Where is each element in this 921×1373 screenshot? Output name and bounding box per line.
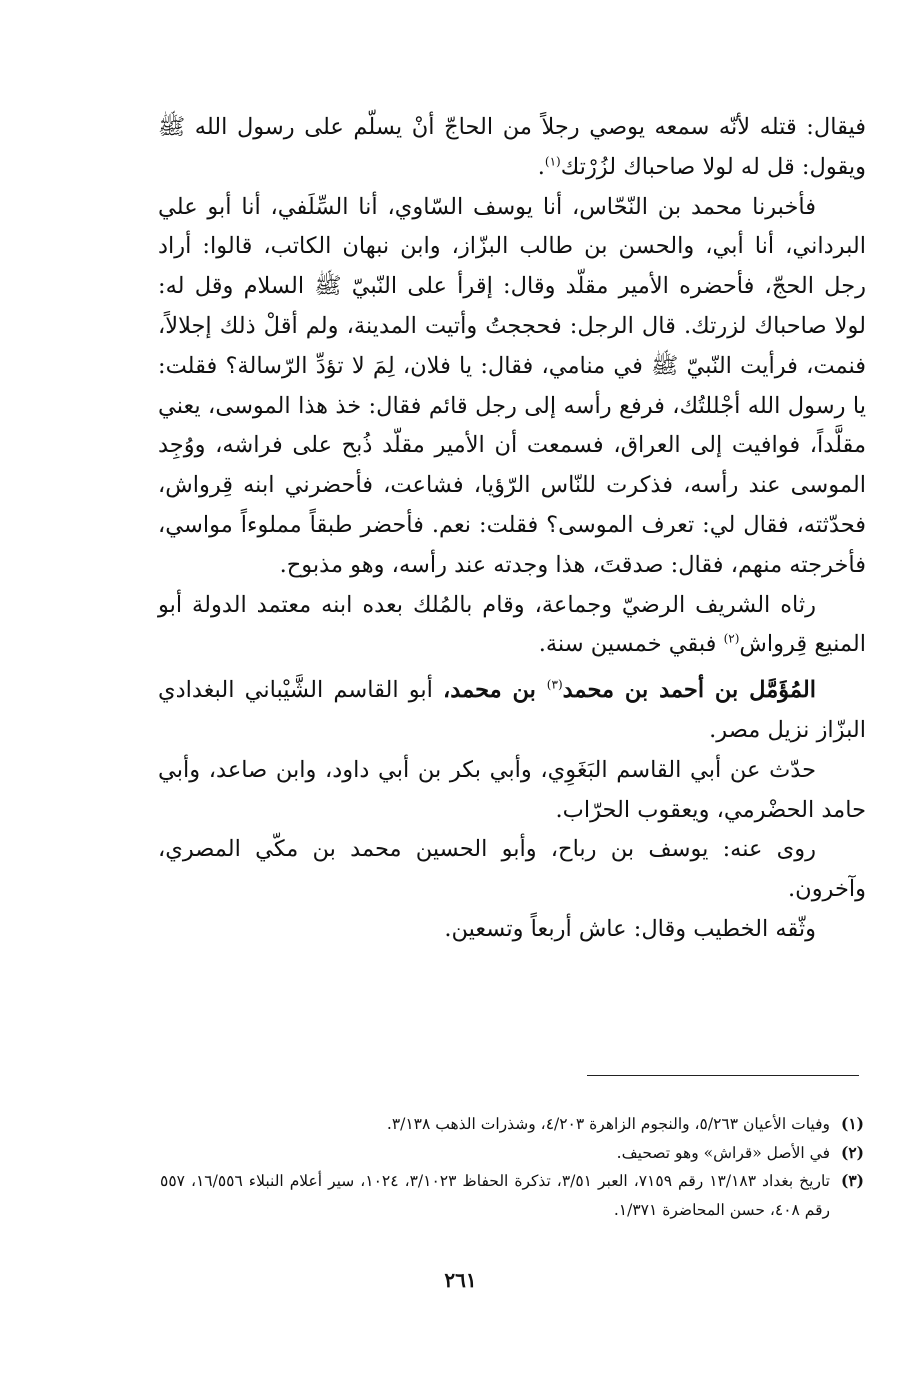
footnote-ref-1: (١) xyxy=(544,154,561,169)
main-text xyxy=(158,108,866,950)
footnote-ref-2: (٢) xyxy=(723,631,740,646)
footnote-text: وفيات الأعيان ٥/٢٦٣، والنجوم الزاهرة ٤/٢٠٣، وشذرات الذهب ٣/١٣٨. xyxy=(386,1115,830,1133)
footnote-text: في الأصل «قراش» وهو تصحيف. xyxy=(616,1143,830,1162)
entry-name: المُؤَمَّل بن أحمد بن محمد xyxy=(562,677,816,704)
paragraph-1-text: فيقال: قتله لأنّه سمعه يوصي رجلاً من الحاجّ أنْ يسلّم على رسول الله ﷺ ويقول: قل له لولا صاحباك لزُرْتك xyxy=(158,114,866,180)
paragraph-1-end: . xyxy=(537,153,545,180)
footnote-3 xyxy=(160,1167,864,1224)
page-number: ٢٦١ xyxy=(444,1268,477,1292)
footnote-number: (١) xyxy=(840,1114,864,1133)
footnote-separator xyxy=(587,1075,859,1076)
footnotes xyxy=(160,1110,864,1224)
entry-heading xyxy=(158,671,866,751)
footnote-ref-3: (٣) xyxy=(546,677,563,692)
footnote-1 xyxy=(160,1110,864,1139)
paragraph-3 xyxy=(158,586,866,666)
footnote-2 xyxy=(160,1139,864,1168)
entry-name-continued: بن محمد، xyxy=(443,677,547,704)
entry-description: أبو القاسم الشَّيْباني البغدادي البزّاز نزيل مصر. xyxy=(158,677,866,743)
paragraph-2: فأخبرنا محمد بن النّحّاس، أنا يوسف السّاوي، أنا السِّلَفي، أنا أبو علي البرداني، أنا أبي، والحسن بن طالب البزّاز، وابن نبهان الكاتب، قالوا: أراد رجل الحجّ، فأحضره الأمير مقلّد وقال: إقرأ على النّبيّ ﷺ السلام وقل له: لولا صاحباك لزرتك. قال الرجل: فحججتُ وأتيت المدينة، ولم أقلْ ذلك إجلالاً، فنمت، فرأيت النّبيّ ﷺ في منامي، فقال: يا فلان، لِمَ لا تؤدِّ الرّسالة؟ فقلت: يا رسول الله أجْللتُك، فرفع رأسه إلى رجل قائم فقال: خذ هذا الموسى، يعني مقلَّداً، فوافيت إلى العراق، فسمعت أن الأمير مقلّد ذُبح على فراشه، ووُجِد الموسى عند رأسه، فذكرت للنّاس الرّؤيا، فشاعت، فأحضرني ابنه قِرواش، فحدّثته، فقال لي: تعرف الموسى؟ فقلت: نعم. فأحضر طبقاً مملوءاً مواسي، فأخرجته منهم، فقال: صدقتَ، هذا وجدته عند رأسه، وهو مذبوح. xyxy=(158,193,866,578)
footnote-number: (٣) xyxy=(840,1171,864,1190)
paragraph-5: حدّث عن أبي القاسم البَغَوِي، وأبي بكر بن أبي داود، وابن صاعد، وأبي حامد الحضْرمي، ويعقوب الحرّاب. xyxy=(158,756,866,823)
footnote-text: تاريخ بغداد ١٣/١٨٣ رقم ٧١٥٩، العبر ٣/٥١، تذكرة الحفاظ ٣/١٠٢٣، ١٠٢٤، سير أعلام النبلاء ١٦/٥٥٦، ٥٥٧ رقم ٤٠٨، حسن المحاضرة ١/٣٧١. xyxy=(160,1172,830,1219)
paragraph-1 xyxy=(158,108,866,188)
paragraph-7: وثّقه الخطيب وقال: عاش أربعاً وتسعين. xyxy=(444,915,816,942)
paragraph-3-end: فبقي خمسين سنة. xyxy=(538,631,724,658)
footnote-number: (٢) xyxy=(840,1142,864,1162)
paragraph-6: روى عنه: يوسف بن رباح، وأبو الحسين محمد بن مكّي المصري، وآخرون. xyxy=(158,836,866,903)
paragraph-3-text: رثاه الشريف الرضيّ وجماعة، وقام بالمُلك بعده ابنه معتمد الدولة أبو المنيع قِرواش xyxy=(158,591,866,658)
